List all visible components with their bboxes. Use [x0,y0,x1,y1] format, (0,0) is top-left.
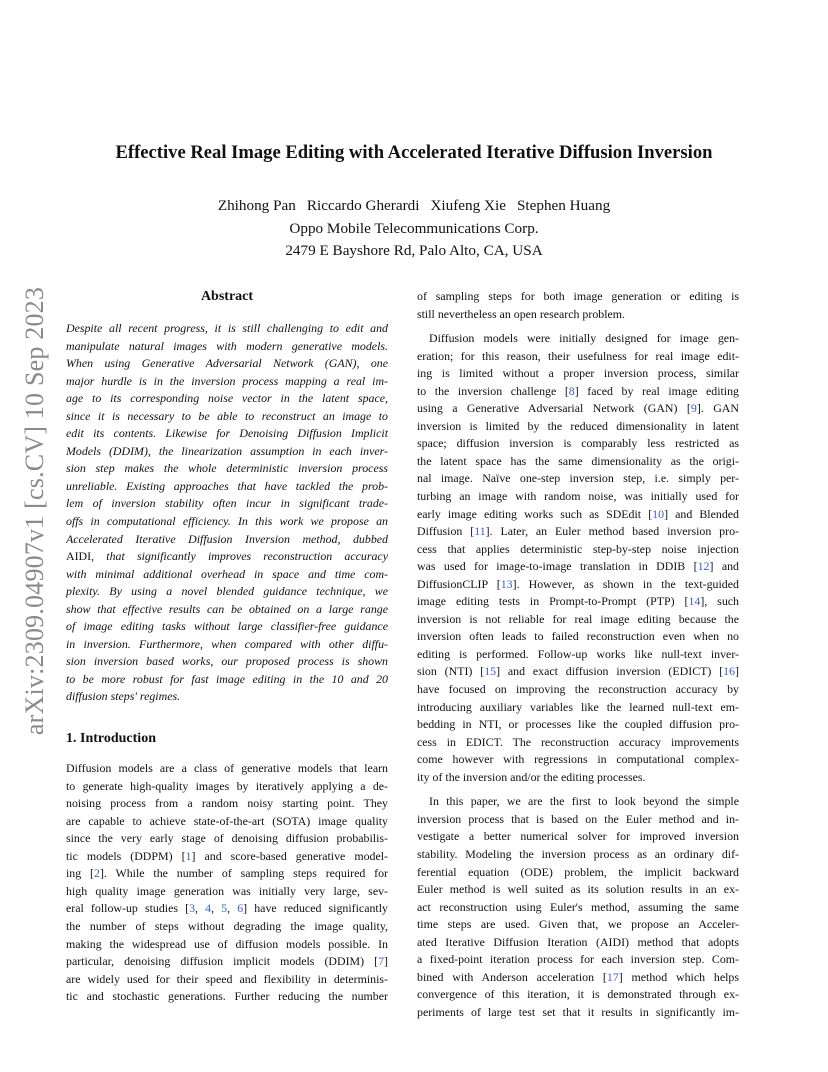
citation-link[interactable]: 4 [205,901,212,916]
text-line: convergence of this iteration, it is demonstrated through ex- [417,987,739,1002]
text-line: time steps are used. Given that, we propose an Acceler- [417,917,739,932]
paragraph [417,288,739,323]
arxiv-stamp [20,286,50,736]
text-line: early image editing works such as SDEdit [10] and Blended [417,506,739,521]
author-name: Stephen Huang [516,197,611,214]
text-line: a fixed-point iteration process for each inversion step. Com- [417,952,739,967]
abstract-line: diffusion steps' regimes. [66,689,181,704]
text-line: act reconstruction using Euler's method, assuming the same [417,899,739,914]
text-line: was used for image-to-image translation in DDIB [12] and [417,559,739,574]
text-line: are widely used for their speed and flexibility in determinis- [66,971,388,986]
text-line: sion (NTI) [15] and exact diffusion inversion (EDICT) [16] [417,664,739,679]
author-name: Zhihong Pan [217,197,296,214]
abstract-line-text: that significantly improves reconstruction accuracy [106,549,388,564]
citation-link[interactable]: 5 [221,901,228,916]
text-line: using a Generative Adversarial Network (GAN) [9]. GAN [417,401,739,416]
text-line: inversion is not reliable for real image editing because the [417,611,739,626]
text-line: bedding in NTI, or processes like the coupled diffusion pro- [417,717,739,732]
text-line: noising process from a random noisy starting point. They [66,796,388,811]
text-line: nal image. Naïve one-step inversion step, i.e. simply per- [417,471,739,486]
citation-link[interactable]: 13 [500,576,513,591]
text-line: ing is limited without a proper inversion process, similar [417,366,739,381]
abstract-line: in inversion. Furthermore, when compared with other diffu- [66,636,388,651]
text-line: to generate high-quality images by iteratively applying a de- [66,778,388,793]
abstract-heading: Abstract [200,289,254,304]
citation-link[interactable]: 15 [484,664,497,679]
text-line: inversion often leads to failed reconstruction even when no [417,629,739,644]
section-heading-introduction: 1. Introduction [66,731,156,747]
text-line: ferential equation (ODE) problem, the implicit backward [417,864,739,879]
text-line: Diffusion [11]. Later, an Euler method based inversion pro- [417,524,739,539]
abstract-line: unreliable. Existing approaches that have tackled the prob- [66,478,388,493]
abstract-line: edit its contents. Likewise for Denoising Diffusion Implicit [66,426,388,441]
text-line: vestigate a better numerical solver for improved inversion [417,829,739,844]
text-line: making the widespread use of diffusion models possible. In [66,936,388,951]
citation-link[interactable]: 3 [189,901,196,916]
text-line: come however with regressions in computational complex- [417,752,739,767]
text-line: have focused on improving the reconstruction accuracy by [417,682,739,697]
abstract-line: manipulate natural images with modern generative models. [66,338,388,353]
paper-title: Effective Real Image Editing with Accelerated Iterative Diffusion Inversion [115,142,713,163]
abstract-line: of image editing tasks without large classifier-free guidance [66,619,388,634]
abstract-line: plexity. By using a novel blended guidance technique, we [66,584,388,599]
abstract-line: sion inversion based works, our proposed process is shown [66,654,388,669]
citation-link[interactable]: 8 [568,383,575,398]
abstract-line: since it is necessary to be able to reconstruct an image to [66,408,388,423]
citation-link[interactable]: 6 [237,901,244,916]
text-line: since the very early stage of denoising diffusion probabilis- [66,831,388,846]
text-line: to the inversion challenge [8] faced by real image editing [417,383,739,398]
text-line: turbing an image with random noise, was initially used for [417,489,739,504]
citation-link[interactable]: 7 [378,954,385,969]
abstract-line: Accelerated Iterative Diffusion Inversion method, dubbed [66,531,388,546]
text-line: In this paper, we are the first to look beyond the simple [429,794,739,809]
introduction-body [66,760,388,1006]
paragraph [417,793,739,1021]
affiliation: Oppo Mobile Telecommunications Corp. [289,219,539,237]
text-line: tic and stochastic generations. Further reducing the number [66,989,388,1004]
text-line: space; diffusion inversion is comparably less restricted as [417,436,739,451]
text-line: of sampling steps for both image generation or editing is [417,289,739,303]
abstract-line: When using Generative Adversarial Network (GAN), one [66,356,388,371]
text-line: Euler method is well suited as its solution results in an ex- [417,882,739,897]
text-line: Diffusion models were initially designed for image gen- [429,331,739,346]
text-line: Diffusion models are a class of generative models that learn [66,761,388,776]
abstract-line: to be more robust for fast image editing in the 10 and 20 [66,671,388,686]
text-line: particular, denoising diffusion implicit models (DDIM) [7] [66,954,388,969]
abstract-line: age to its corresponding noise vector in the latent space, [66,391,388,406]
text-line: still nevertheless an open research problem. [417,306,626,321]
text-line: DiffusionCLIP [13]. However, as shown in the text-guided [417,576,739,591]
text-line: introducing auxiliary variables like the learned null-text em- [417,699,739,714]
text-line: tic models (DDPM) [1] and score-based generative model- [66,848,388,863]
abstract-line: lem of inversion stability often incur in significant trade- [66,496,388,511]
text-line: cess that applies deterministic step-by-step noise injection [417,541,739,556]
text-line: image editing tests in Prompt-to-Prompt (PTP) [14], such [417,594,739,609]
text-line: the latent space has the same dimensionality as the origi- [417,453,739,468]
author-name: Riccardo Gherardi [306,197,420,214]
text-line: bined with Anderson acceleration [17] method which helps [417,969,739,984]
text-line: inversion process that is based on the Euler method and in- [417,811,739,826]
text-line: periments of large test set that it results in significantly im- [417,1004,739,1019]
citation-link[interactable]: 17 [606,969,619,984]
citation-link[interactable]: 16 [723,664,736,679]
left-column [66,288,388,1006]
citation-link[interactable]: 2 [94,866,100,881]
text-line: stability. Modeling the inversion process as an ordinary dif- [417,846,739,861]
text-line: cess in EDICT. The reconstruction accuracy improvements [417,734,739,749]
abstract-body [66,320,388,706]
text-line: are capable to achieve state-of-the-art (SOTA) image quality [66,813,388,828]
author-name: Xiufeng Xie [430,197,506,214]
text-line: eral follow-up studies [3, 4, 5, 6] have reduced significantly [66,901,388,916]
citation-link[interactable]: 9 [690,401,697,416]
citation-link[interactable]: 11 [474,524,486,539]
text-line: inversion is limited by the reduced dimensionality in latent [417,418,739,433]
text-line: ated Iterative Diffusion Iteration (AIDI) method that adopts [417,934,739,949]
citation-link[interactable]: 1 [185,848,192,863]
aidi-term: AIDI, [66,549,95,564]
abstract-line: sion step makes the whole deterministic inversion process [66,461,388,476]
text-line: editing is performed. Follow-up works like null-text inver- [417,646,739,661]
author-names [0,195,828,218]
abstract-line-aidi [66,548,388,566]
citation-link[interactable]: 10 [652,506,665,521]
text-line: eration; for this reason, their usefulness for real image edit- [417,348,739,363]
paragraph [417,330,739,786]
abstract-line: Models (DDIM), the linearization assumption in each inver- [66,443,388,458]
address: 2479 E Bayshore Rd, Palo Alto, CA, USA [285,242,543,259]
text-line: high quality image generation was initially very large, sev- [66,883,388,898]
text-line: ity of the inversion and/or the editing processes. [417,769,646,784]
citation-link[interactable]: 14 [688,594,701,609]
author-block [0,195,828,263]
abstract-line: show that effective results can be obtained on a large range [66,601,388,616]
right-column [417,288,739,1021]
citation-link[interactable]: 12 [697,559,710,574]
abstract-line: major hurdle is in the inversion process mapping a real im- [66,373,388,388]
abstract-line: Despite all recent progress, it is still challenging to edit and [66,321,388,335]
arxiv-id: arXiv:2309.04907v1 [cs.CV] 10 Sep 2023 [20,286,49,736]
text-line: ing [2]. While the number of sampling steps required for [66,866,388,881]
abstract-line: offs in computational efficiency. In this work we propose an [66,514,388,529]
abstract-line: with minimal additional overhead in space and time com- [66,566,388,581]
text-line: the number of steps without degrading the image quality, [66,918,388,933]
